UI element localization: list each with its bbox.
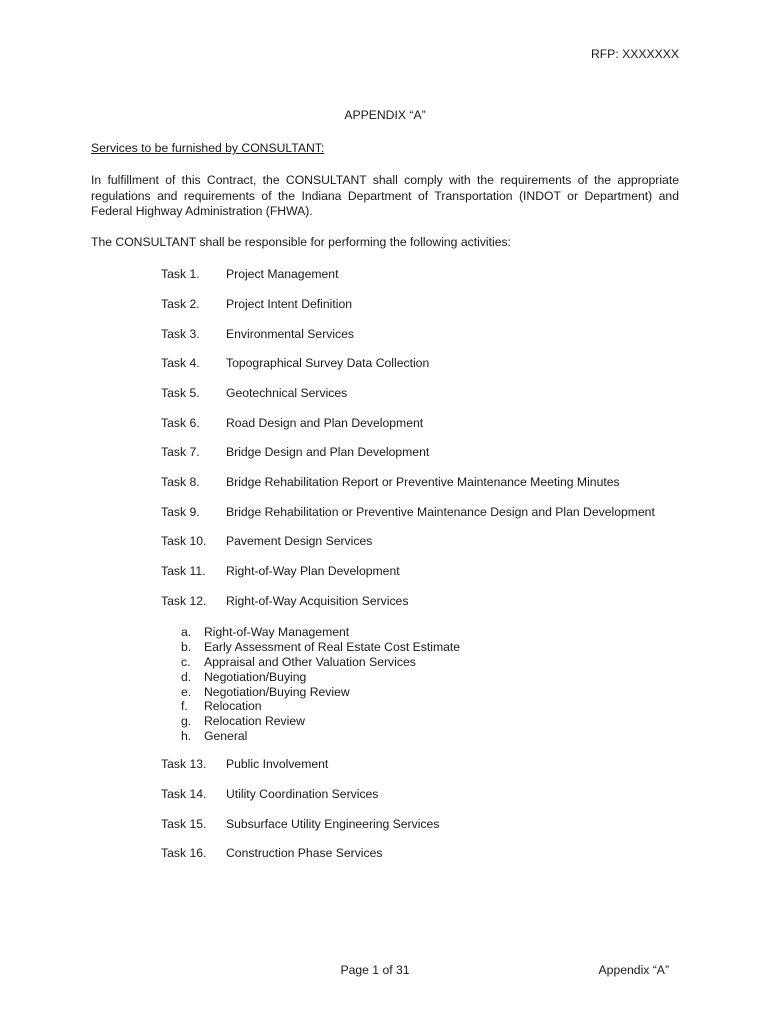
task-label: Subsurface Utility Engineering Services [226,817,440,831]
task-label: Road Design and Plan Development [226,416,424,430]
subtask-label: Early Assessment of Real Estate Cost Estimate [204,639,461,654]
intro-paragraph: In fulfillment of this Contract, the CONSULTANT shall comply with the requirements of the appropriate regulations and requirements of the Indiana Department of Transportation (INDOT or Department) and Federal Highway Administration (FHWA). [91,173,679,218]
task-item [161,564,400,578]
task-item [161,416,423,430]
task-label: Right-of-Way Plan Development [226,564,400,578]
task-item [161,475,620,489]
task-label: Bridge Design and Plan Development [226,445,430,459]
task-number: Task 4. [161,356,200,370]
task-label: Topographical Survey Data Collection [226,356,430,370]
task-number: Task 2. [161,297,200,311]
task-item [161,787,378,801]
subtask-label: Negotiation/Buying Review [204,684,350,699]
task-number: Task 11. [161,564,206,578]
subtask-label: Negotiation/Buying [204,669,307,684]
subtask-letter: a. [181,625,192,639]
subtask-label: Relocation [204,699,262,714]
task-item [161,817,439,831]
subtask-letter: f. [181,699,188,714]
subtask-item [181,670,460,685]
task-number: Task 1. [161,267,200,281]
subtask-label: Right-of-Way Management [204,625,350,639]
task-label: Bridge Rehabilitation or Preventive Maintenance Design and Plan Development [226,505,655,519]
footer-appendix: Appendix “A” [598,963,669,977]
page-number: Page 1 of 31 [340,963,410,977]
subtask-label: Relocation Review [204,714,305,729]
task-label: Bridge Rehabilitation Report or Preventive Maintenance Meeting Minutes [226,475,620,489]
subtask-letter: d. [181,669,192,684]
activities-intro: The CONSULTANT shall be responsible for performing the following activities: [91,235,511,249]
task-label: Environmental Services [226,327,355,341]
task-label: Right-of-Way Acquisition Services [226,594,409,608]
task-item [161,297,352,311]
subtask-label: Appraisal and Other Valuation Services [204,654,416,669]
task-label: Utility Coordination Services [226,787,379,801]
task-number: Task 5. [161,386,200,400]
task-number: Task 14. [161,787,207,801]
task-label: Project Intent Definition [226,297,353,311]
task-label: Construction Phase Services [226,846,383,860]
task-item [161,445,429,459]
subtask-letter: b. [181,639,192,654]
task-item [161,327,354,341]
rfp-number: RFP: XXXXXXX [590,47,679,61]
task-number: Task 16. [161,846,207,860]
task-number: Task 7. [161,445,200,459]
task-number: Task 8. [161,475,200,489]
task-label: Public Involvement [226,757,329,771]
task-number: Task 10. [161,534,207,548]
subtask-label: General [204,729,248,744]
task-label: Project Management [226,267,339,281]
subtask-item [181,699,460,714]
task-label: Pavement Design Services [226,534,373,548]
subtask-item [181,655,460,670]
subtask-item [181,685,460,700]
subtask-letter: g. [181,714,192,729]
subtask-letter: c. [181,654,191,669]
subtask-item [181,640,460,655]
subtask-letter: h. [181,729,192,744]
task-item [161,386,347,400]
task-number: Task 15. [161,817,207,831]
task-item [161,757,328,771]
task-item [161,846,382,860]
task-number: Task 3. [161,327,200,341]
task-item [161,534,372,548]
section-heading: Services to be furnished by CONSULTANT: [91,141,325,155]
task-item [161,505,655,519]
subtask-item [181,625,460,640]
task-item [161,356,429,370]
subtask-item [181,714,460,729]
task-item [161,594,408,608]
task-number: Task 13. [161,757,207,771]
page-title: APPENDIX “A” [344,108,426,122]
task-number: Task 12. [161,594,207,608]
task-item [161,267,338,281]
subtask-list [181,625,460,744]
task-number: Task 6. [161,416,200,430]
subtask-item [181,729,460,744]
task-label: Geotechnical Services [226,386,348,400]
subtask-letter: e. [181,684,192,699]
task-number: Task 9. [161,505,200,519]
